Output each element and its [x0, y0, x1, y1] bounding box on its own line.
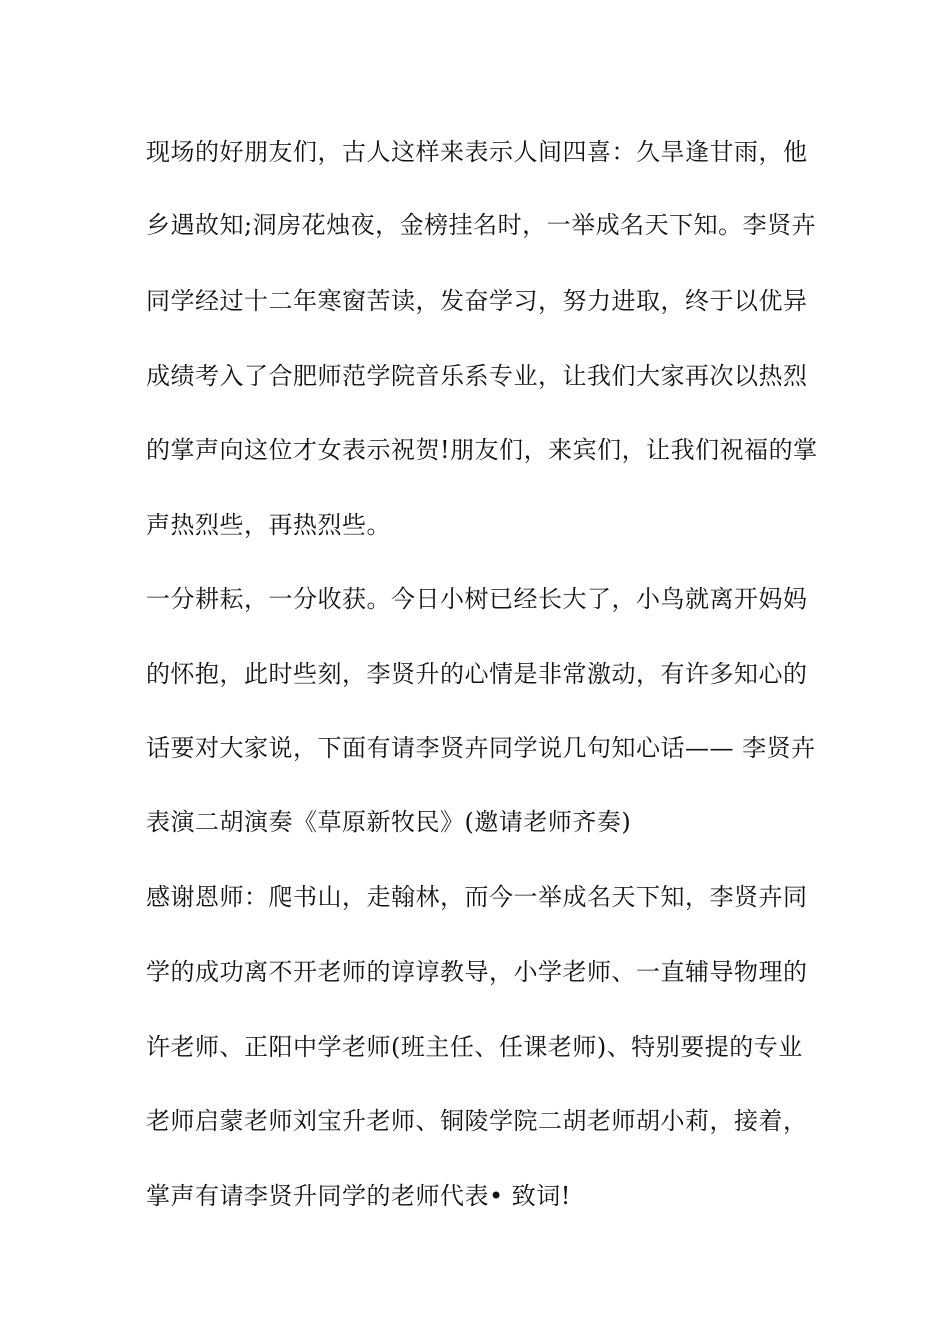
text-line-12: 学的成功离不开老师的谆谆教导，小学老师、一直辅导物理的	[146, 958, 808, 986]
text-line-15: 掌声有请李贤升同学的老师代表• 致词!	[146, 1182, 571, 1210]
text-line-13: 许老师、正阳中学老师(班主任、任课老师)、特别要提的专业	[146, 1033, 803, 1061]
text-line-14: 老师启蒙老师刘宝升老师、铜陵学院二胡老师胡小莉，接着，	[146, 1107, 808, 1135]
text-line-5: 的掌声向这位才女表示祝贺!朋友们，来宾们，让我们祝福的掌	[146, 436, 818, 464]
text-line-2: 乡遇故知;洞房花烛夜，金榜挂名时，一举成名天下知。李贤卉	[146, 211, 817, 239]
text-line-1: 现场的好朋友们，古人这样来表示人间四喜：久旱逢甘雨，他	[146, 138, 808, 166]
text-line-10: 表演二胡演奏《草原新牧民》(邀请老师齐奏)	[146, 808, 632, 836]
text-line-9: 话要对大家说，下面有请李贤卉同学说几句知心话—— 李贤卉	[146, 734, 816, 762]
text-line-3: 同学经过十二年寒窗苦读，发奋学习，努力进取，终于以优异	[146, 287, 808, 315]
text-line-4: 成绩考入了合肥师范学院音乐系专业，让我们大家再次以热烈	[146, 362, 808, 390]
text-line-7: 一分耕耘，一分收获。今日小树已经长大了，小鸟就离开妈妈	[146, 585, 808, 613]
text-line-6: 声热烈些，再热烈些。	[146, 511, 391, 539]
text-line-11: 感谢恩师：爬书山，走翰林，而今一举成名天下知，李贤卉同	[146, 883, 808, 911]
text-line-8: 的怀抱，此时些刻，李贤升的心情是非常激动，有许多知心的	[146, 660, 808, 688]
